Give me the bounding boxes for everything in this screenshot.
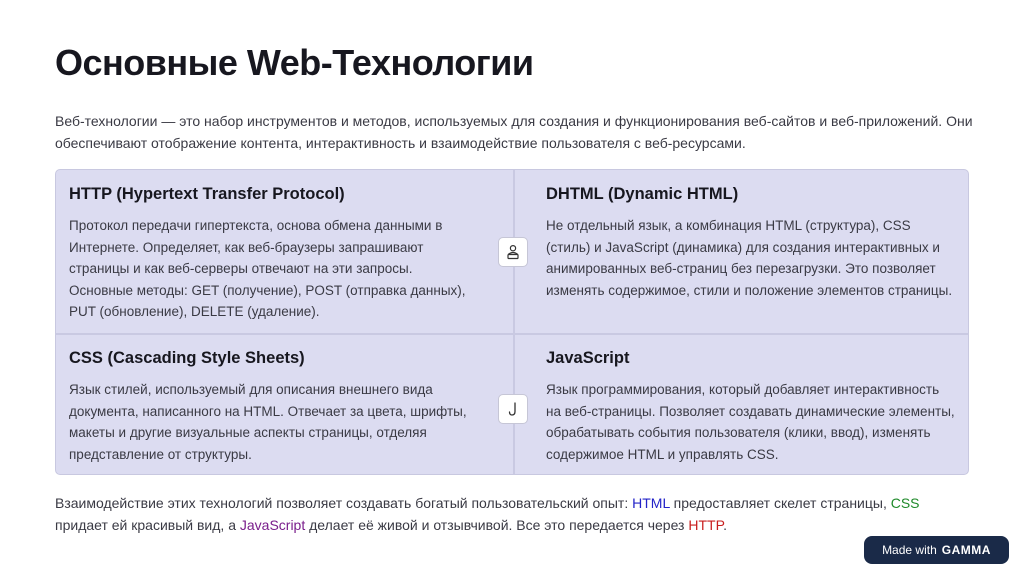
- outro-paragraph: [55, 492, 975, 536]
- outro-text-3: придает ей красивый вид, а: [55, 517, 240, 533]
- made-with-label: Made with: [882, 543, 937, 557]
- outro-text-5: .: [723, 517, 727, 533]
- card-dhtml-heading: DHTML (Dynamic HTML): [546, 185, 739, 203]
- outro-css-highlight: CSS: [890, 495, 920, 511]
- grid-horizontal-divider: [56, 333, 968, 335]
- outro-http-highlight: HTTP: [688, 517, 724, 533]
- outro-text-4: делает её живой и отзывчивой. Все это передается через: [305, 517, 689, 533]
- grid-vertical-divider: [513, 170, 515, 474]
- card-http: [69, 183, 479, 323]
- person-laptop-icon-badge: [498, 237, 528, 267]
- made-with-gamma-badge[interactable]: [864, 536, 1009, 564]
- card-css: [69, 347, 479, 465]
- outro-text-2: предоставляет скелет страницы,: [669, 495, 891, 511]
- technologies-grid: [55, 169, 969, 475]
- outro-text-1: Взаимодействие этих технологий позволяет создавать богатый пользовательский опыт:: [55, 495, 633, 511]
- hook-icon: [505, 401, 521, 417]
- intro-paragraph: Веб-технологии — это набор инструментов и методов, используемых для создания и функционирования веб-сайтов и веб-приложений. Они обеспечивают отображение контента, интерактивность и взаимодействие пользователя с веб-ресурсами.: [55, 113, 973, 151]
- card-http-heading: HTTP (Hypertext Transfer Protocol): [69, 185, 345, 203]
- outro-html-highlight: HTML: [632, 495, 670, 511]
- card-dhtml: [546, 183, 956, 301]
- card-javascript-text: Язык программирования, который добавляет интерактивность на веб-страницы. Позволяет создавать динамические элементы, обрабатывать события пользователя (клики, ввод), изменять содержимое HTML и управлять CSS.: [546, 382, 955, 462]
- card-css-text: Язык стилей, используемый для описания внешнего вида документа, написанного на HTML. Отвечает за цвета, шрифты, макеты и другие визуальные аспекты страницы, отделяя представление от структуры.: [69, 382, 467, 462]
- card-dhtml-text: Не отдельный язык, а комбинация HTML (структура), CSS (стиль) и JavaScript (динамика) для создания интерактивных и анимированных веб-страниц без перезагрузки. Это позволяет изменять содержимое, стили и положение элементов страницы.: [546, 218, 953, 298]
- card-javascript: [546, 347, 956, 465]
- card-javascript-heading: JavaScript: [546, 349, 630, 367]
- person-laptop-icon: [505, 244, 521, 260]
- gamma-logo: GAMMA: [941, 543, 991, 557]
- page-title: Основные Web-Технологии: [55, 42, 534, 83]
- card-http-text: Протокол передачи гипертекста, основа обмена данными в Интернете. Определяет, как веб-браузеры запрашивают страницы и как веб-серверы отвечают на эти запросы. Основные методы: GET (получение), POST (отправка данных), PUT (обновление), DELETE (удаление).: [69, 218, 466, 319]
- card-css-heading: CSS (Cascading Style Sheets): [69, 349, 305, 367]
- outro-js-highlight: JavaScript: [239, 517, 306, 533]
- hook-icon-badge: [498, 394, 528, 424]
